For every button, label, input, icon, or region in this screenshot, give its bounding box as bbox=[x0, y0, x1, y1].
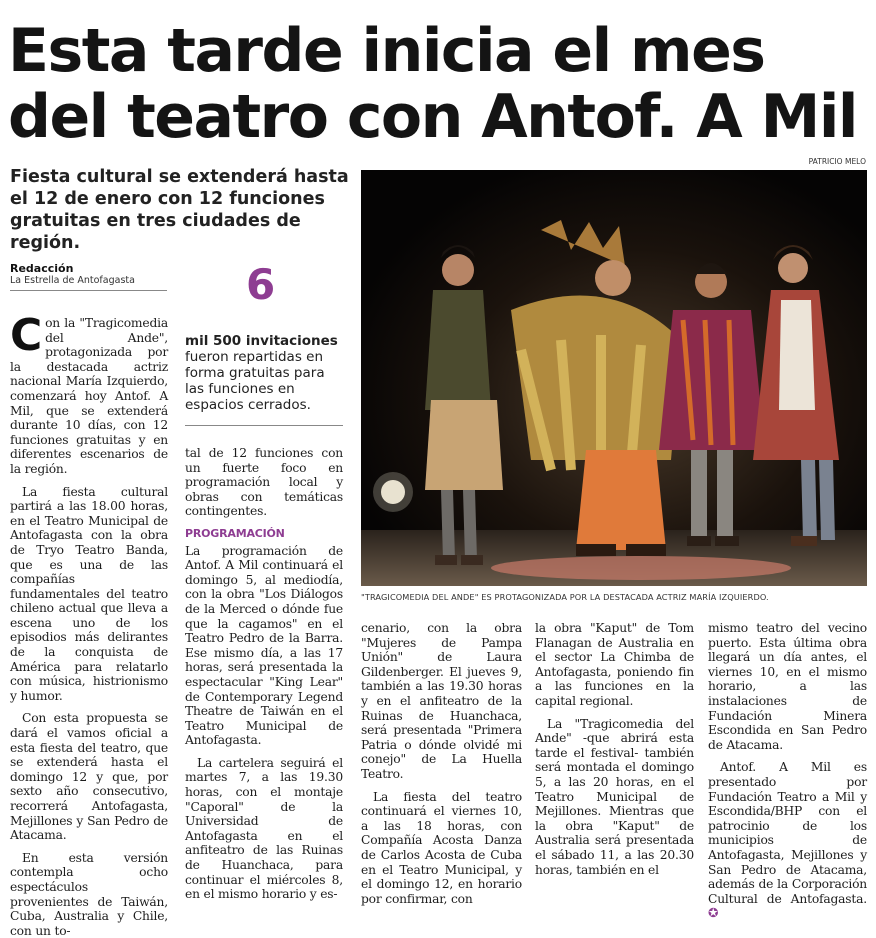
paragraph: tal de 12 funciones con un fuerte foco en programación local y obras con temáticas contingentes. bbox=[185, 446, 343, 519]
paragraph bbox=[10, 310, 168, 477]
callout-box bbox=[185, 333, 343, 413]
paragraph: la obra "Kaput" de Tom Flanagan de Australia en el sector La Chimba de Antofagasta, poniendo fin a las funciones en la capital regional. bbox=[535, 621, 694, 708]
drop-cap: C bbox=[10, 310, 43, 361]
photo-caption: "TRAGICOMEDIA DEL ANDE" ES PROTAGONIZADA POR LA DESTACADA ACTRIZ MARÍA IZQUIERDO. bbox=[361, 592, 769, 602]
paragraph: La "Tragicomedia del Ande" -que abrirá esta tarde el festival- también será montada el domingo 5, a las 20 horas, en el Teatro Municipal de Mejillones. Mientras que la obra "Kaput" de Australia será presentada el sábado 11, a las 20.30 horas, también en el bbox=[535, 716, 694, 877]
paragraph-text: on la "Tragicomedia del Ande", protagonizada por la destacada actriz nacional María Izquierdo, comenzará hoy Antof. A Mil, que se extenderá durante 10 días, con 12 funciones gratuitas y en diferentes escenarios de la región. bbox=[10, 316, 168, 476]
photo-credit: PATRICIO MELO bbox=[808, 157, 866, 166]
paragraph: La fiesta del teatro continuará el viernes 10, a las 18 horas, con Compañía Acosta Danza de Carlos Acosta de Cuba en el Teatro Municipal, y el domingo 12, en horario por confirmar, con bbox=[361, 789, 522, 906]
headline: Esta tarde inicia el mes del teatro con Antof. A Mil bbox=[8, 16, 857, 152]
article-photo bbox=[361, 170, 867, 586]
article-column-3 bbox=[361, 621, 522, 906]
article-column-1 bbox=[10, 310, 168, 938]
article-column-2 bbox=[185, 446, 343, 902]
byline-org: La Estrella de Antofagasta bbox=[10, 275, 135, 286]
paragraph bbox=[708, 760, 867, 921]
paragraph: mismo teatro del vecino puerto. Esta última obra llegará un día antes, el viernes 10, en el mismo horario, a las instalaciones de Fundación Minera Escondida en San Pedro de Atacama. bbox=[708, 621, 867, 752]
callout-bold: mil 500 invitaciones bbox=[185, 333, 338, 349]
subheadline: Fiesta cultural se extenderá hasta el 12 de enero con 12 funciones gratuitas en tres ciudades de región. bbox=[10, 167, 349, 253]
end-mark-icon: ✪ bbox=[708, 906, 719, 921]
article-column-4 bbox=[535, 621, 694, 884]
paragraph: La fiesta cultural partirá a las 18.00 horas, en el Teatro Municipal de Antofagasta con la obra de Tryo Teatro Banda, que es una de las compañías fundamentales del teatro chileno actual que lleva a escena uno de los episodios más delirantes de la conquista de América para relatarlo con música, histrionismo y humor. bbox=[10, 484, 168, 703]
paragraph: La cartelera seguirá el martes 7, a las 19.30 horas, con el montaje "Caporal" de la Universidad de Antofagasta en el anfiteatro de las Ruinas de Huanchaca, para continuar el miércoles 8, en el mismo horario y es- bbox=[185, 755, 343, 902]
byline bbox=[10, 262, 167, 291]
paragraph: En esta versión contempla ocho espectáculos provenientes de Taiwán, Cuba, Australia y Chile, con un to- bbox=[10, 850, 168, 938]
byline-name: Redacción bbox=[10, 262, 74, 275]
paragraph: La programación de Antof. A Mil continuará el domingo 5, al mediodía, con la obra "Los Diálogos de la Merced o dónde fue que la cagamos" en el Teatro Pedro de la Barra. Ese mismo día, a las 17 horas, será presentada la espectacular "King Lear" de Contemporary Legend Theatre de Taiwán en el Teatro Municipal de Antofagasta. bbox=[185, 543, 343, 748]
stage-photo-illustration bbox=[361, 170, 867, 586]
paragraph-text: Antof. A Mil es presentado por Fundación Teatro a Mil y Escondida/BHP con el patrocinio de los municipios de Antofagasta, Mejillones y San Pedro de Atacama, además de la Corporación Cultural de Antofagasta. bbox=[708, 760, 867, 906]
article-column-5 bbox=[708, 621, 867, 921]
callout-text: fueron repartidas en forma gratuitas para las funciones en espacios cerrados. bbox=[185, 349, 325, 413]
callout-divider bbox=[185, 425, 343, 426]
paragraph: Con esta propuesta se dará el vamos oficial a esta fiesta del teatro, que se extenderá hasta el domingo 12 y que, por sexto año consecutivo, recorrerá Antofagasta, Mejillones y San Pedro de Atacama. bbox=[10, 711, 168, 843]
callout-number: 6 bbox=[246, 260, 276, 309]
paragraph: cenario, con la obra "Mujeres de Pampa Unión" de Laura Gildenberger. El jueves 9, también a las 19.30 horas y en el anfiteatro de la Ruinas de Huanchaca, será presentada "Primera Patria o dónde olvidé mi conejo" de La Huella Teatro. bbox=[361, 621, 522, 781]
section-title: PROGRAMACIÓN bbox=[185, 526, 285, 540]
